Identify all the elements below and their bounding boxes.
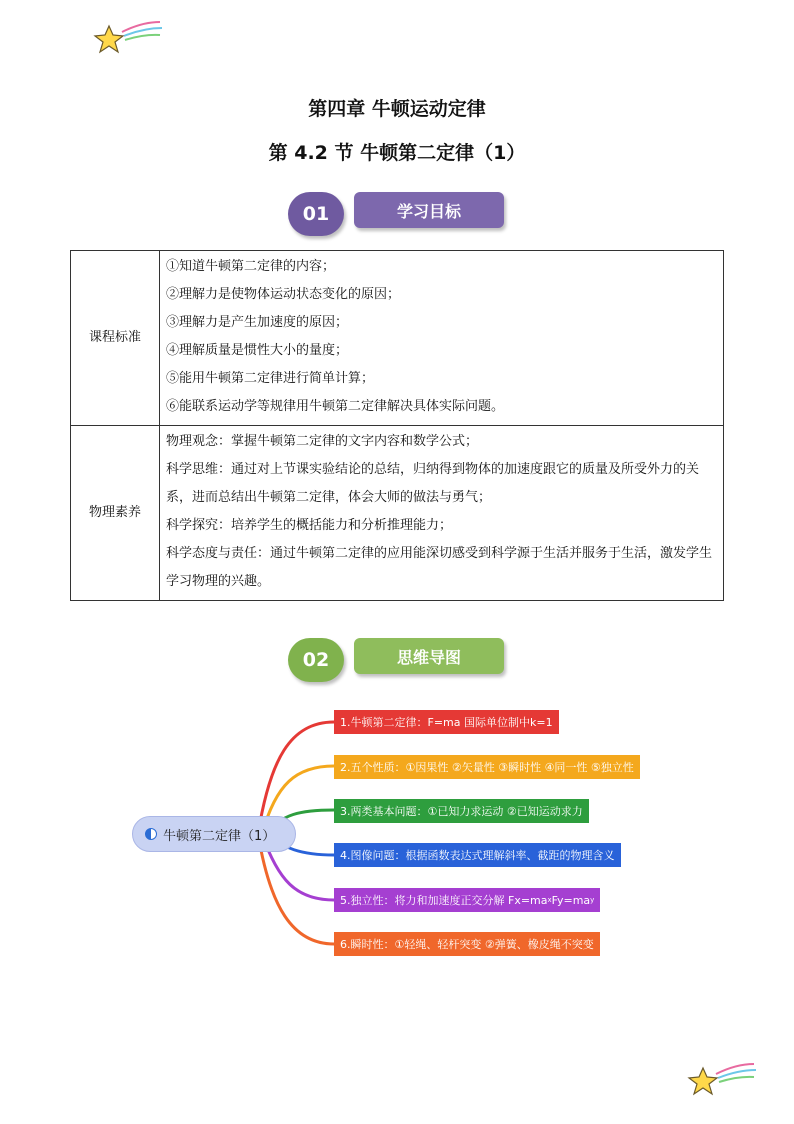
mind-map-root — [132, 816, 296, 852]
learning-goals-table — [70, 250, 724, 601]
section-label: 学习目标 — [354, 192, 504, 228]
list-item: 科学思维：通过对上节课实验结论的总结，归纳得到物体的加速度跟它的质量及所受外力的关系，进而总结出牛顿第二定律，体会大师的做法与勇气； — [166, 462, 700, 505]
section-number: 01 — [288, 192, 344, 236]
mind-map-branch — [334, 710, 559, 734]
list-item: ③理解力是产生加速度的原因； — [166, 315, 349, 330]
shooting-star-icon — [686, 1060, 758, 1100]
mind-map-branch — [334, 843, 621, 867]
mind-map-branch — [334, 888, 600, 912]
branch-label: 1.牛顿第二定律：F=ma 国际单位制中k=1 — [340, 716, 553, 729]
table-row — [71, 426, 724, 601]
mind-map — [0, 700, 794, 980]
branch-label: 2.五个性质：①因果性 ②矢量性 ③瞬时性 ④同一性 ⑤独立性 — [340, 761, 634, 774]
list-item: ⑤能用牛顿第二定律进行简单计算； — [166, 371, 375, 386]
shooting-star-icon — [92, 18, 164, 58]
mind-map-branch — [334, 755, 640, 779]
branch-label: 4.图像问题：根据函数表达式理解斜率、截距的物理含义 — [340, 849, 615, 862]
table-row — [71, 251, 724, 426]
row-content — [160, 426, 724, 601]
branch-label: 3.两类基本问题：①已知力求运动 ②已知运动求力 — [340, 805, 583, 818]
circle-icon — [145, 828, 157, 840]
row-content — [160, 251, 724, 426]
section-title: 第 4.2 节 牛顿第二定律（1） — [268, 142, 526, 164]
branch-label: 6.瞬时性：①轻绳、轻杆突变 ②弹簧、橡皮绳不突变 — [340, 938, 594, 951]
list-item: 科学态度与责任：通过牛顿第二定律的应用能深切感受到科学源于生活并服务于生活，激发学生学习物理的兴趣。 — [166, 546, 713, 589]
row-heading: 物理素养 — [71, 426, 160, 601]
mind-map-branch — [334, 932, 600, 956]
list-item: ⑥能联系运动学等规律用牛顿第二定律解决具体实际问题。 — [166, 399, 505, 414]
list-item: ④理解质量是惯性大小的量度； — [166, 343, 349, 358]
row-heading: 课程标准 — [71, 251, 160, 426]
branch-label-cont: Fy=ma — [551, 893, 591, 907]
chapter-title: 第四章 牛顿运动定律 — [308, 98, 486, 120]
mind-map-branch — [334, 799, 589, 823]
list-item: 物理观念：掌握牛顿第二定律的文字内容和数学公式； — [166, 434, 479, 449]
list-item: ①知道牛顿第二定律的内容； — [166, 259, 336, 274]
subscript: x — [547, 896, 552, 904]
branch-label: 5.独立性：将力和加速度正交分解 Fx=ma — [340, 894, 548, 907]
section-number: 02 — [288, 638, 344, 682]
list-item: 科学探究：培养学生的概括能力和分析推理能力； — [166, 518, 453, 533]
root-label: 牛顿第二定律（1） — [163, 828, 276, 844]
subscript: y — [590, 896, 595, 904]
list-item: ②理解力是使物体运动状态变化的原因； — [166, 287, 401, 302]
section-label: 思维导图 — [354, 638, 504, 674]
